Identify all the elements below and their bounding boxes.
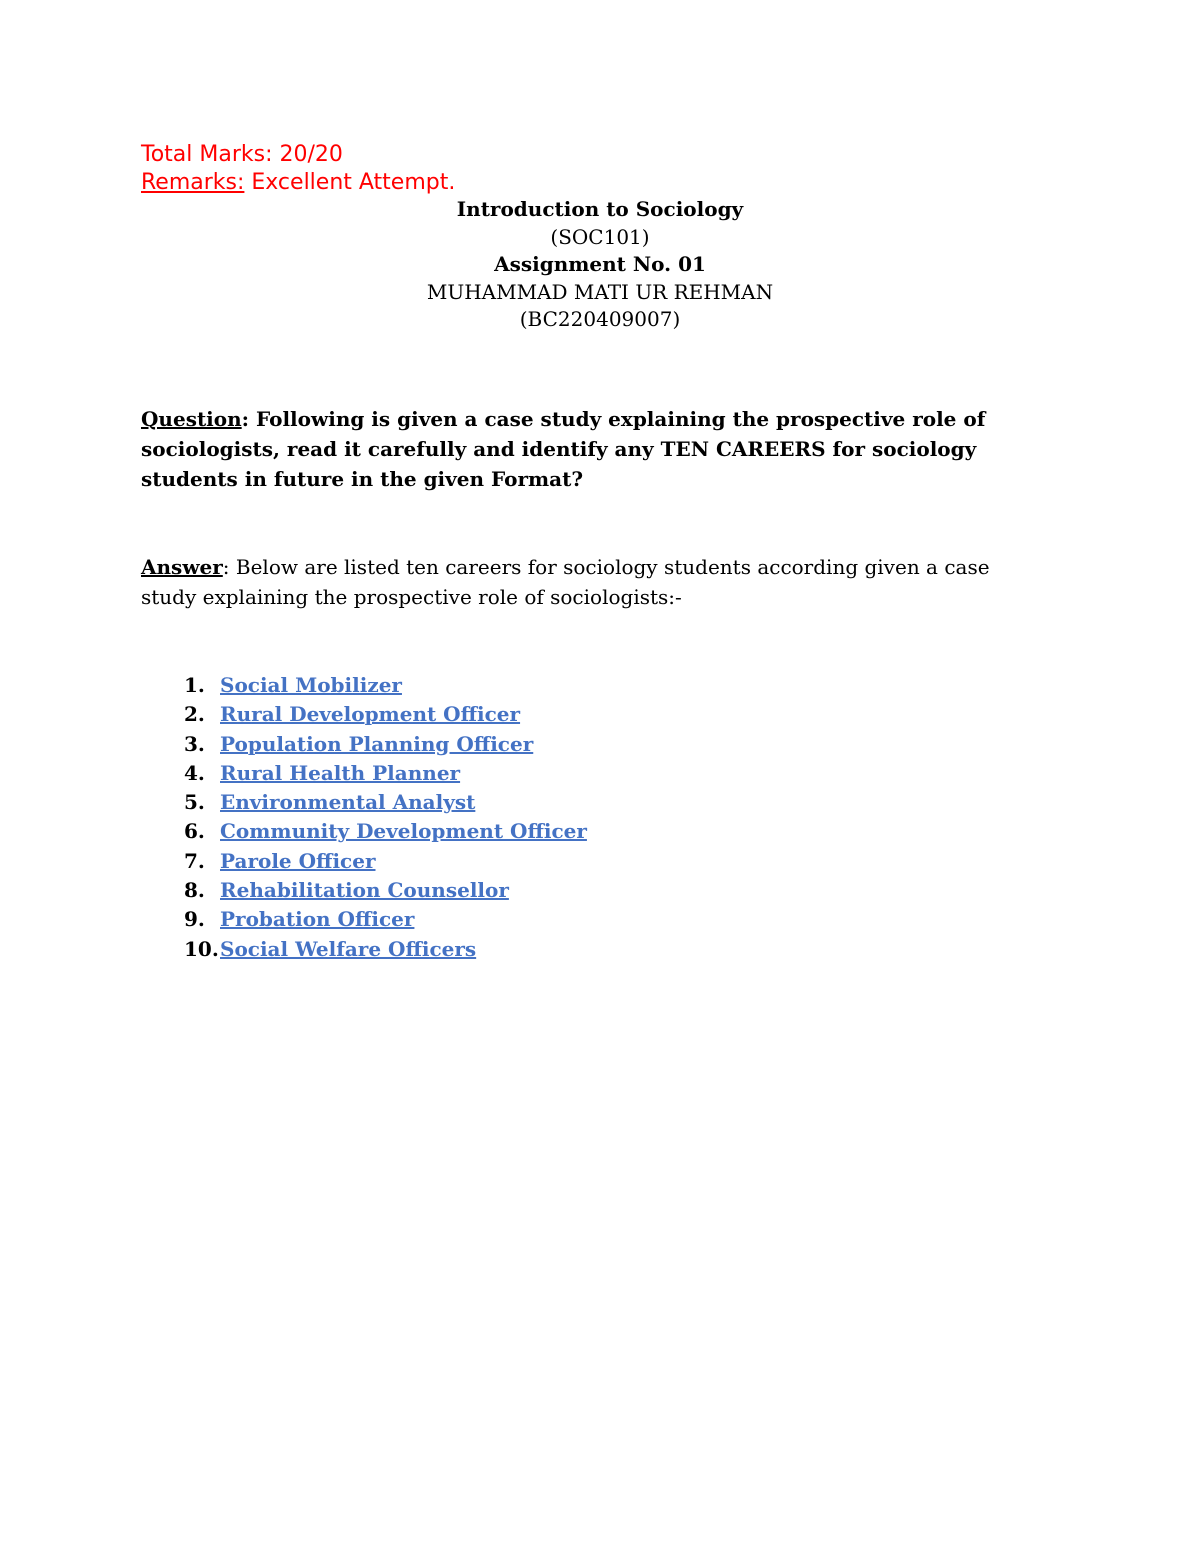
list-number: 7. <box>184 848 205 873</box>
list-number: 10. <box>184 936 219 961</box>
student-name: MUHAMMAD MATI UR REHMAN <box>426 279 774 304</box>
assignment-number: Assignment No. 01 <box>494 252 706 276</box>
career-link[interactable]: Community Development Officer <box>220 819 587 844</box>
answer-paragraph <box>141 552 1041 612</box>
answer-label: Answer <box>141 555 223 579</box>
remarks-value: Excellent Attempt. <box>244 170 456 195</box>
career-link[interactable]: Social Welfare Officers <box>220 936 477 961</box>
question-text: : Following is given a case study explaining the prospective role of sociologists, read it carefully and identify any TEN CAREERS for sociology students in future in the given Format? <box>141 407 986 491</box>
course-code: (SOC101) <box>550 224 650 249</box>
career-link[interactable]: Population Planning Officer <box>220 731 534 756</box>
remarks-line <box>141 169 455 197</box>
list-number: 2. <box>184 702 205 727</box>
list-number: 4. <box>184 760 205 785</box>
career-link[interactable]: Probation Officer <box>220 907 415 932</box>
list-number: 5. <box>184 790 205 815</box>
career-link[interactable]: Rehabilitation Counsellor <box>220 878 509 903</box>
career-link[interactable]: Environmental Analyst <box>220 790 476 815</box>
grade-block <box>141 141 455 197</box>
student-id: (BC220409007) <box>519 307 681 331</box>
list-number: 9. <box>184 907 205 932</box>
list-number: 6. <box>184 819 205 844</box>
remarks-label: Remarks: <box>141 170 245 195</box>
question-label: Question <box>141 407 242 431</box>
career-link[interactable]: Rural Health Planner <box>220 760 461 785</box>
career-link[interactable]: Social Mobilizer <box>220 673 402 697</box>
title-block <box>0 196 1200 334</box>
career-link[interactable]: Parole Officer <box>220 848 376 873</box>
list-number: 3. <box>184 731 205 756</box>
list-number: 8. <box>184 878 205 903</box>
list-number: 1. <box>184 673 205 697</box>
course-title: Introduction to Sociology <box>456 197 744 221</box>
answer-text: : Below are listed ten careers for sociology students according given a case study explaining the prospective role of sociologists:- <box>141 555 990 609</box>
career-link[interactable]: Rural Development Officer <box>220 702 521 727</box>
total-marks: Total Marks: 20/20 <box>141 142 343 167</box>
question-paragraph <box>141 404 1041 494</box>
